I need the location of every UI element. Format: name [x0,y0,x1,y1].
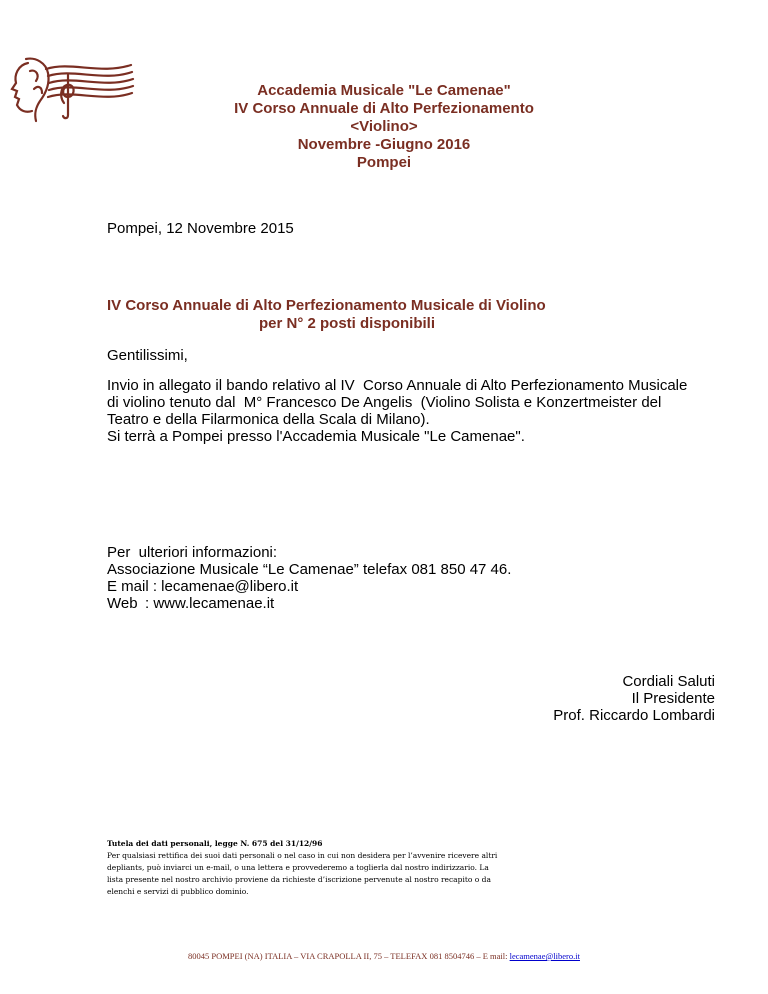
web-label: Web [107,595,138,612]
body-line-4: Si terrà a Pompei presso l'Accademia Musicale "Le Camenae". [107,428,525,445]
letter-date: Pompei, 12 Novembre 2015 [107,220,294,237]
body-line-1: Invio in allegato il bando relativo al IV Corso Annuale di Alto Perfezionamento Musicale [107,377,688,394]
instrument: <Violino> [350,118,418,135]
privacy-title: Tutela dei dati personali, legge N. 675 del 31/12/96 [107,839,323,848]
subject [107,297,546,333]
footer-address-text: 80045 POMPEI (NA) ITALIA – VIA CRAPOLLA II, 75 – TELEFAX 081 8504746 – E mail: [188,951,510,961]
signature [553,673,715,724]
privacy-line-1: Per qualsiasi rettifica dei suoi dati personali o nel caso in cui non desidera per l’avvenire ricevere altri [107,851,498,860]
privacy-notice [107,838,567,898]
letter-body [107,377,747,445]
signer-name: Prof. Riccardo Lombardi [553,707,715,724]
subject-line-1: IV Corso Annuale di Alto Perfezionamento Musicale di Violino [107,297,546,314]
contact-association: Associazione Musicale “Le Camenae” telefax 081 850 47 46. [107,561,512,578]
greeting: Gentilissimi, [107,347,188,364]
subject-line-2: per N° 2 posti disponibili [259,315,436,332]
contact-email: E mail : lecamenae@libero.it [107,578,299,595]
course-location: Pompei [356,154,412,171]
footer-address [0,951,768,961]
footer-email-link[interactable]: lecamenae@libero.it [509,951,580,961]
signer-role: Il Presidente [631,690,715,707]
closing: Cordiali Saluti [622,673,715,690]
letterhead [0,82,768,172]
academy-name: Accademia Musicale "Le Camenae" [257,82,511,99]
body-line-3: Teatro e della Filarmonica della Scala di Milano). [107,411,430,428]
contact-web [107,595,511,612]
body-line-2: di violino tenuto dal M° Francesco De Angelis (Violino Solista e Konzertmeister del [107,394,662,411]
contact-info [107,544,511,612]
course-period: Novembre -Giugno 2016 [297,136,471,153]
privacy-line-3: lista presente nel nostro archivio proviene da richieste d’iscrizione pervenute al nostro recapito o da [107,875,491,884]
contact-intro: Per ulteriori informazioni: [107,544,278,561]
course-title: IV Corso Annuale di Alto Perfezionamento [234,100,534,117]
privacy-line-2: depliants, può inviarci un e-mail, o una lettera e provvederemo a toglierla dal nostro indirizzario. La [107,863,489,872]
privacy-line-4: elenchi e servizi di pubblico dominio. [107,887,249,896]
web-value: : www.lecamenae.it [145,595,275,612]
